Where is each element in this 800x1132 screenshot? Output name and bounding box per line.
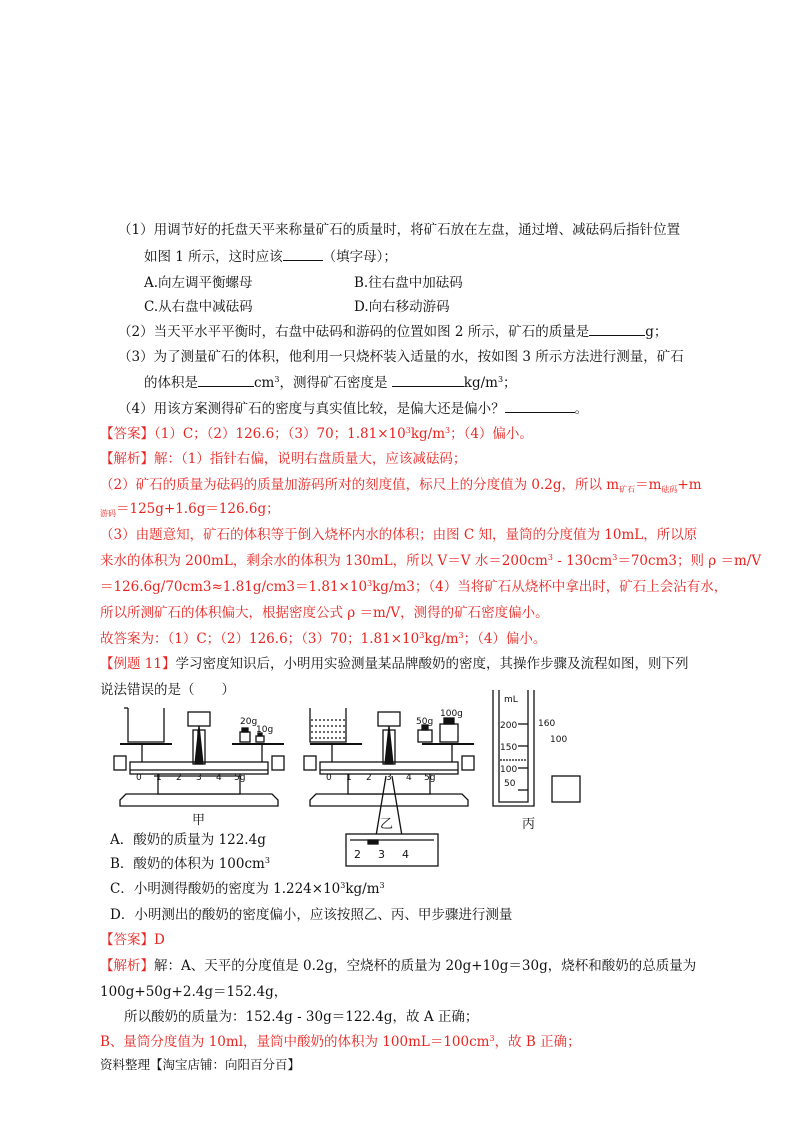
side-label: 100 <box>550 735 568 745</box>
answer-text: 【答案】（1）C；（2）126.6；（3）70；1.81×10 <box>100 426 406 442</box>
cylinder-tick: 150 <box>500 743 518 753</box>
scale-tick: 5g <box>234 773 246 783</box>
analysis-1-line3 <box>100 500 280 518</box>
option-a: A．酸奶的质量为 122.4g <box>110 832 266 848</box>
superscript: 3 <box>419 631 425 640</box>
q2-line <box>118 323 667 341</box>
zoom-tick: 2 <box>354 848 361 861</box>
analysis-2-line1 <box>100 957 696 975</box>
scale-tick: 0 <box>326 773 332 783</box>
weight-label: 100g <box>440 709 463 719</box>
analysis-text: ，故 B 正确； <box>494 1034 581 1050</box>
q3-text2: ，测得矿石密度是 <box>279 375 392 391</box>
analysis-1-line2 <box>100 476 702 494</box>
analysis-text: ＝70cm3；则 ρ ＝m/V <box>617 553 762 569</box>
footer: 资料整理【淘宝店铺：向阳百分百】 <box>100 1057 301 1072</box>
zoom-tick: 4 <box>402 848 409 861</box>
analysis-1-line6 <box>100 578 727 596</box>
option-text: B．酸奶的体积为 100cm <box>110 856 265 872</box>
analysis-text: ；（4）偏小。 <box>463 631 547 647</box>
analysis-text: 解：（1）指针右偏，说明右盘质量大，应该减砝码； <box>154 451 467 467</box>
analysis-2-line4 <box>100 1033 581 1051</box>
answer-blank[interactable] <box>589 323 645 336</box>
superscript: 3 <box>367 579 373 588</box>
q1-option-d: D.向右移动游码 <box>354 299 450 315</box>
analysis-text: （2）矿石的质量为砝码的质量加游码所对的刻度值，标尺上的分度值为 0.2g，所以 m <box>100 477 620 493</box>
example-11-line1 <box>100 655 688 673</box>
analysis-text: kg/m <box>424 631 459 647</box>
superscript: 3 <box>445 426 451 435</box>
analysis-2-line3: 所以酸奶的质量为：152.4g - 30g＝122.4g，故 A 正确； <box>124 1009 479 1025</box>
q4-tail: 。 <box>574 401 589 417</box>
q1-line1: （1）用调节好的托盘天平来称量矿石的质量时，将矿石放在左盘，通过增、减砝码后指针位置 <box>118 222 681 238</box>
cylinder-tick: 200 <box>500 721 518 731</box>
q1-line2 <box>144 248 397 266</box>
superscript: 3 <box>458 631 464 640</box>
answer-text: kg/m <box>410 426 445 442</box>
option-b <box>110 855 270 873</box>
analysis-text: - 130cm <box>552 553 613 569</box>
figure-label-jia: 甲 <box>192 813 206 828</box>
scale-tick: 1 <box>346 773 352 783</box>
analysis-1-line1 <box>100 450 466 468</box>
figure-label-bing: 丙 <box>522 817 536 832</box>
option-text: C．小明测得酸奶的密度为 1.224×10 <box>110 881 341 897</box>
balance-jia <box>114 708 284 806</box>
analysis-text: ＝125g+1.6g＝126.6g； <box>116 501 280 517</box>
superscript: 3 <box>497 375 504 384</box>
analysis-text: kg/m3；（4）当将矿石从烧杯中拿出时，矿石上会沾有水， <box>372 579 728 595</box>
q4-line <box>118 400 588 418</box>
superscript: 3 <box>405 426 411 435</box>
scale-tick: 0 <box>136 773 142 783</box>
analysis-text: 来水的体积为 200mL，剩余水的体积为 130mL，所以 V＝V 水＝200cm <box>100 553 548 569</box>
cylinder-tick: 50 <box>504 779 516 789</box>
unit: cm <box>254 375 275 391</box>
superscript: 3 <box>340 881 346 890</box>
scale-tick: 3 <box>386 773 392 783</box>
weight-label: 10g <box>256 725 274 735</box>
balance-cylinder-figure <box>100 690 620 880</box>
analysis-text: ＝126.6g/70cm3≈1.81g/cm3＝1.81×10 <box>100 579 368 595</box>
example-text: 学习密度知识后，小明用实验测量某品牌酸奶的密度，其操作步骤及流程如图，则下列 <box>175 656 689 672</box>
q3-text: 的体积是 <box>144 375 198 391</box>
q3-tail: ； <box>503 375 517 391</box>
option-c <box>110 880 385 898</box>
superscript: 3 <box>274 375 280 384</box>
analysis-1-line7: 所以所测矿石的体积偏大，根据密度公式 ρ ＝m/V，测得的矿石密度偏小。 <box>100 605 549 621</box>
answer-1 <box>100 425 533 443</box>
cylinder-tick: 100 <box>500 765 518 775</box>
superscript: 3 <box>379 881 385 890</box>
analysis-text: ＝m <box>635 477 662 493</box>
answer-blank[interactable] <box>392 374 464 387</box>
scale-tick: 1 <box>156 773 162 783</box>
answer-2: 【答案】D <box>100 932 165 948</box>
analysis-heading: 【解析】 <box>100 451 154 467</box>
q1-option-c: C.从右盘中减砝码 <box>144 299 253 315</box>
figure-label-yi: 乙 <box>380 817 394 832</box>
superscript: 3 <box>612 553 618 562</box>
q2-text: （2）当天平水平平衡时，右盘中砝码和游码的位置如图 2 所示，矿石的质量是 <box>118 324 590 340</box>
zoom-tick: 3 <box>378 848 385 861</box>
answer-text: ；（4）偏小。 <box>450 426 533 442</box>
scale-tick: 4 <box>406 773 412 783</box>
subscript: 砝码 <box>661 485 678 494</box>
subscript: 游码 <box>100 509 116 518</box>
unit: kg/m <box>463 375 498 391</box>
analysis-2-line2: 100g+50g+2.4g＝152.4g， <box>100 984 288 1000</box>
scale-tick: 2 <box>176 773 182 783</box>
weight-label: 50g <box>416 717 434 727</box>
answer-blank[interactable] <box>505 400 575 413</box>
cylinder-unit: mL <box>504 695 518 705</box>
analysis-text: B、量筒分度值为 10ml，量筒中酸奶的体积为 100mL＝100cm <box>100 1034 490 1050</box>
scale-tick: 2 <box>366 773 372 783</box>
analysis-text: +m <box>677 477 702 493</box>
side-label: 160 <box>538 719 556 729</box>
weight-label: 20g <box>240 717 258 727</box>
analysis-heading: 【解析】 <box>100 958 154 974</box>
answer-blank[interactable] <box>283 248 323 261</box>
scale-tick: 4 <box>216 773 222 783</box>
balance-yi <box>304 708 474 866</box>
analysis-1-line4: （3）由题意知，矿石的体积等于倒入烧杯内水的体积；由图 C 知，量筒的分度值为 10mL，所以原 <box>100 527 698 543</box>
option-text: kg/m <box>345 881 380 897</box>
example-tag: 【例题 11】 <box>100 656 176 672</box>
answer-blank[interactable] <box>198 374 254 387</box>
superscript: 3 <box>489 1034 495 1043</box>
scale-tick: 3 <box>196 773 202 783</box>
q1-option-a: A.向左调平衡螺母 <box>144 275 253 291</box>
analysis-text: 解：A、天平的分度值是 0.2g，空烧杯的质量为 20g+10g＝30g，烧杯和酸奶的总质量为 <box>154 958 697 974</box>
q1-line2-text: 如图 1 所示，这时应该 <box>144 249 283 265</box>
subscript: 矿石 <box>619 485 636 494</box>
analysis-1-line8 <box>100 630 546 648</box>
example-11-line2: 说法错误的是（ ） <box>100 682 235 698</box>
analysis-text: 故答案为：（1）C；（2）126.6；（3）70；1.81×10 <box>100 631 420 647</box>
q1-line2-tail: （填字母）； <box>322 249 397 265</box>
superscript: 3 <box>547 553 553 562</box>
q1-option-b: B.往右盘中加砝码 <box>354 275 463 291</box>
superscript: 3 <box>264 856 270 865</box>
scale-tick: 5g <box>424 773 436 783</box>
q4-text: （4）用该方案测得矿石的密度与真实值比较，是偏大还是偏小？ <box>118 401 505 417</box>
option-d: D．小明测出的酸奶的密度偏小，应该按照乙、丙、甲步骤进行测量 <box>110 907 513 923</box>
analysis-1-line5 <box>100 552 761 570</box>
q2-tail: g； <box>645 324 668 340</box>
q3-line1: （3）为了测量矿石的体积，他利用一只烧杯装入适量的水，按如图 3 所示方法进行测量，矿石 <box>118 349 684 365</box>
q3-line2 <box>144 374 517 392</box>
